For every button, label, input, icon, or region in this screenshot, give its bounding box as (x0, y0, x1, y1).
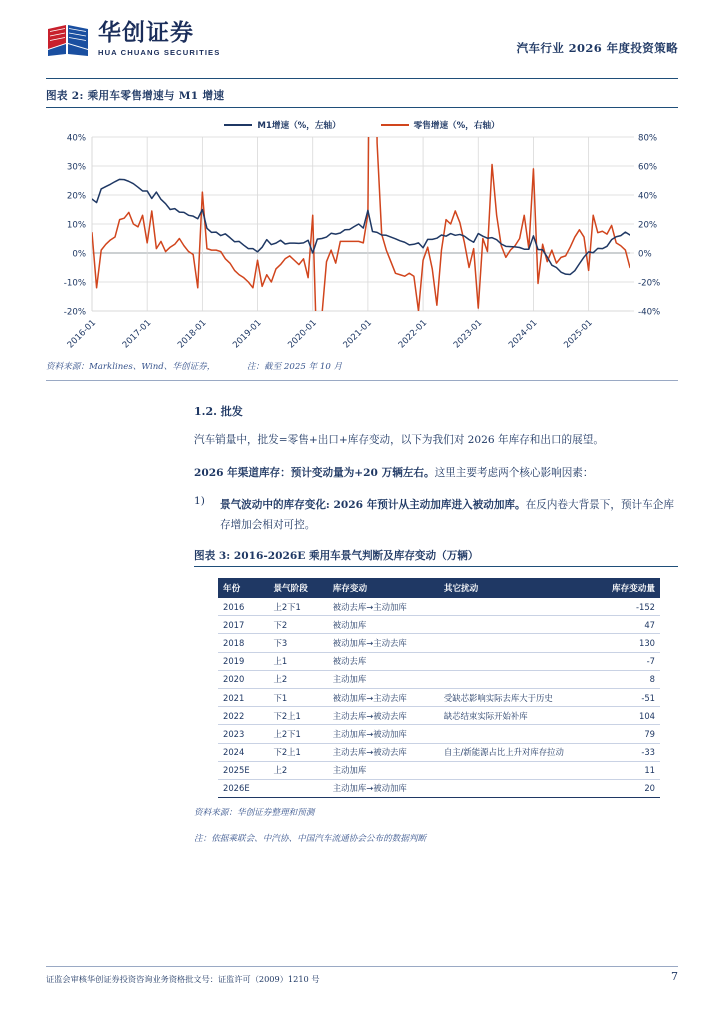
legend-label-retail: 零售增速（%，右轴） (413, 121, 500, 131)
y-axis-left-tick: 30% (66, 162, 86, 173)
exhibit-2-note-label: 注：截至 2025 年 10 月 (246, 362, 343, 372)
x-axis-tick: 2021-01 (341, 318, 375, 351)
cell-move: 主动加库→被动加库 (328, 725, 439, 743)
cell-year: 2016 (218, 598, 268, 616)
cell-phase: 上2下1 (268, 725, 327, 743)
cell-other: 受缺芯影响实际去库大于历史 (439, 688, 605, 706)
table-row (218, 688, 660, 706)
cell-year: 2026E (218, 779, 268, 797)
y-axis-right-tick: 60% (638, 162, 658, 173)
cell-other (439, 761, 605, 779)
cell-year: 2022 (218, 707, 268, 725)
cell-other (439, 779, 605, 797)
footer-page-number: 7 (671, 970, 678, 983)
cell-year: 2024 (218, 743, 268, 761)
logo-mark-icon (46, 23, 90, 57)
exhibit-3-title: 图表 3: 2016-2026E 乘用车景气判断及库存变动（万辆） (194, 550, 479, 562)
brand-name-cn: 华创证券 (98, 20, 194, 46)
cell-year: 2023 (218, 725, 268, 743)
col-header-move: 库存变动 (328, 578, 439, 598)
legend-swatch-retail (381, 124, 409, 126)
cell-amount: -7 (605, 652, 660, 670)
table-row (218, 761, 660, 779)
exhibit-2-source-label: 资料来源：Marklines、Wind、华创证券， (46, 362, 216, 372)
footer-divider (46, 966, 678, 967)
table-row (218, 598, 660, 616)
bullet-number: 1) (194, 495, 205, 507)
x-axis-tick: 2016-01 (65, 318, 99, 351)
cell-other (439, 616, 605, 634)
cell-phase (268, 779, 327, 797)
cell-amount: -152 (605, 598, 660, 616)
cell-move: 主动加库→被动加库 (328, 779, 439, 797)
bullet-rest-text: 在反内卷大背景下，预计车企库存增加会相对可控。 (220, 499, 674, 531)
cell-phase: 下2上1 (268, 707, 327, 725)
report-series-title: 汽车行业 2026 年度投资策略 (516, 41, 678, 55)
exhibit-3-source: 资料来源：华创证券整理和预测 (194, 808, 315, 818)
y-axis-right-tick: 40% (638, 191, 658, 202)
cell-amount: -51 (605, 688, 660, 706)
cell-phase: 上1 (268, 652, 327, 670)
exhibit-2-divider (46, 107, 678, 108)
exhibit-2-chart (46, 115, 678, 352)
cell-amount: 79 (605, 725, 660, 743)
section-paragraph-2-rest: 这里主要考虑两个核心影响因素： (434, 467, 594, 479)
company-logo (46, 22, 220, 57)
y-axis-left-tick: 20% (66, 191, 86, 202)
cell-year: 2018 (218, 634, 268, 652)
section-paragraph-1: 汽车销量中，批发=零售+出口+库存变动，以下为我们对 2026 年库存和出口的展望。 (194, 434, 604, 446)
x-axis-tick: 2025-01 (562, 318, 595, 351)
cell-move: 被动去库 (328, 652, 439, 670)
table-row (218, 670, 660, 688)
cell-year: 2021 (218, 688, 268, 706)
cell-year: 2019 (218, 652, 268, 670)
inventory-table-body (218, 598, 660, 798)
cell-move: 主动去库→被动去库 (328, 743, 439, 761)
col-header-phase: 景气阶段 (268, 578, 327, 598)
y-axis-left-tick: 40% (66, 133, 86, 144)
cell-phase: 下3 (268, 634, 327, 652)
col-header-amount: 库存变动量 (605, 578, 660, 598)
cell-move: 主动去库→被动去库 (328, 707, 439, 725)
section-paragraph-2-bold: 2026 年渠道库存：预计变动量为+20 万辆左右。 (194, 467, 435, 479)
exhibit-3-note: 注：依据乘联会、中汽协、中国汽车流通协会公布的数据判断 (194, 834, 427, 844)
cell-move: 被动去库→主动加库 (328, 598, 439, 616)
cell-amount: 104 (605, 707, 660, 725)
page-header (46, 18, 678, 80)
table-row (218, 616, 660, 634)
cell-move: 被动加库 (328, 616, 439, 634)
x-axis-tick: 2022-01 (396, 318, 430, 351)
bullet-bold-text: 景气波动中的库存变化: 2026 年预计从主动加库进入被动加库。 (220, 499, 526, 511)
cell-move: 被动加库→主动去库 (328, 688, 439, 706)
x-axis-tick: 2024-01 (507, 318, 540, 351)
brand-name-en: HUA CHUANG SECURITIES (98, 48, 221, 57)
table-row (218, 652, 660, 670)
bullet-body (220, 495, 680, 535)
exhibit-2-bottom-divider (46, 380, 678, 381)
x-axis-tick: 2023-01 (451, 318, 485, 351)
header-divider (46, 78, 678, 79)
y-axis-left-tick: -20% (63, 307, 86, 318)
cell-phase: 上2下1 (268, 598, 327, 616)
series-line (92, 179, 630, 274)
cell-year: 2017 (218, 616, 268, 634)
exhibit-2-source (46, 360, 342, 372)
y-axis-right-tick: -20% (638, 278, 661, 289)
cell-year: 2025E (218, 761, 268, 779)
legend-label-m1: M1增速（%，左轴） (257, 121, 341, 131)
legend-item-m1 (224, 119, 340, 131)
cell-year: 2020 (218, 670, 268, 688)
cell-amount: 11 (605, 761, 660, 779)
chart-plot-area (46, 133, 678, 352)
y-axis-left-tick: 0% (72, 249, 86, 260)
table-row (218, 725, 660, 743)
chart-legend (46, 117, 678, 133)
cell-amount: 8 (605, 670, 660, 688)
table-header-row (218, 578, 660, 598)
cell-other: 缺芯结束实际开始补库 (439, 707, 605, 725)
cell-amount: 130 (605, 634, 660, 652)
cell-phase: 下1 (268, 688, 327, 706)
y-axis-right-tick: 20% (638, 220, 658, 231)
cell-other (439, 652, 605, 670)
cell-move: 主动加库 (328, 670, 439, 688)
section-bullet-1 (194, 495, 680, 535)
cell-move: 被动加库→主动去库 (328, 634, 439, 652)
table-row (218, 779, 660, 797)
exhibit-2-title: 图表 2: 乘用车零售增速与 M1 增速 (46, 90, 225, 102)
cell-other (439, 598, 605, 616)
cell-other (439, 725, 605, 743)
table-row (218, 743, 660, 761)
x-axis-tick: 2018-01 (176, 318, 209, 351)
cell-other (439, 670, 605, 688)
footer-disclaimer: 证监会审核华创证券投资咨询业务资格批文号：证监许可（2009）1210 号 (46, 974, 320, 984)
cell-phase: 上2 (268, 761, 327, 779)
legend-swatch-m1 (224, 124, 252, 126)
exhibit-3-divider (194, 566, 678, 567)
col-header-other: 其它扰动 (439, 578, 605, 598)
y-axis-right-tick: -40% (638, 307, 661, 318)
x-axis-tick: 2017-01 (120, 318, 154, 351)
cell-amount: 47 (605, 616, 660, 634)
cell-phase: 上2 (268, 670, 327, 688)
chart-svg (46, 133, 678, 352)
section-paragraph-2 (194, 463, 680, 483)
legend-item-retail (381, 119, 500, 131)
cell-phase: 下2 (268, 616, 327, 634)
cell-move: 主动加库 (328, 761, 439, 779)
table-row (218, 634, 660, 652)
y-axis-left-tick: 10% (66, 220, 86, 231)
y-axis-right-tick: 80% (638, 133, 658, 144)
y-axis-right-tick: 0% (638, 249, 652, 260)
x-axis-tick: 2020-01 (286, 318, 319, 351)
section-heading: 1.2. 批发 (194, 405, 243, 418)
cell-other (439, 634, 605, 652)
cell-amount: 20 (605, 779, 660, 797)
x-axis-tick: 2019-01 (231, 318, 264, 351)
inventory-table-head (218, 578, 660, 598)
cell-phase: 下2上1 (268, 743, 327, 761)
table-row (218, 707, 660, 725)
cell-amount: -33 (605, 743, 660, 761)
inventory-table (218, 578, 660, 798)
y-axis-left-tick: -10% (63, 278, 86, 289)
cell-other: 自主/新能源占比上升对库存拉动 (439, 743, 605, 761)
col-header-year: 年份 (218, 578, 268, 598)
